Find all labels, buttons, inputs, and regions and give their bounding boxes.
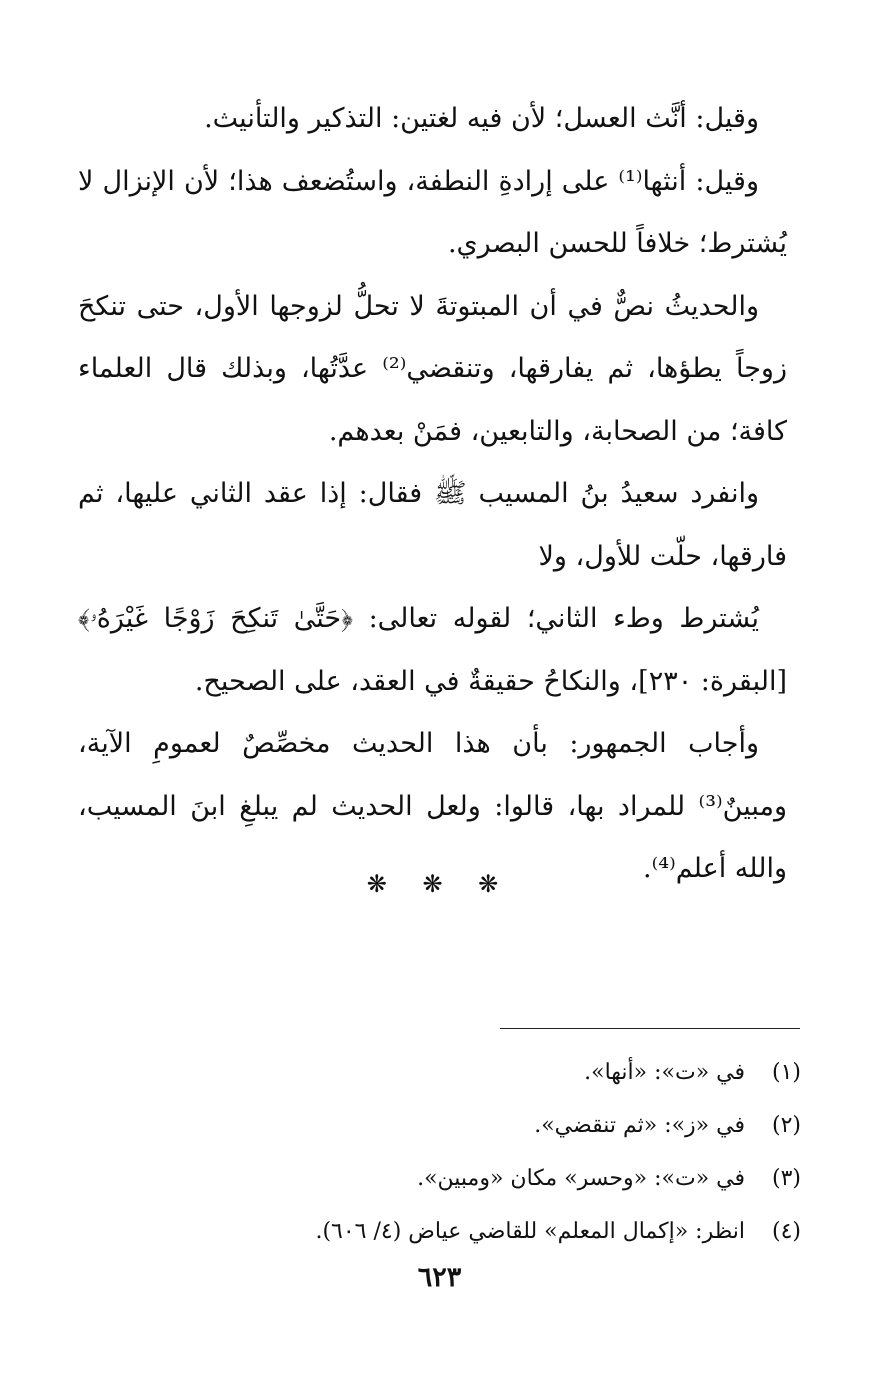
footnotes xyxy=(78,1046,801,1258)
paragraph-3: والحديثُ نصٌّ في أن المبتوتةَ لا تحلُّ لزوجها الأول، حتى تنكحَ زوجاً يطؤها، ثم يفارقها، وتنقضي⁽²⁾ عدَّتُها، وبذلك قال العلماء كافة؛ من الصحابة، والتابعين، فمَنْ بعدهم. xyxy=(78,290,787,447)
footnote-2 xyxy=(78,1099,801,1152)
paragraph-6: وأجاب الجمهور: بأن هذا الحديث مخصِّصٌ لعمومِ الآية، ومبينٌ⁽³⁾ للمراد بها، قالوا: ولعل الحديث لم يبلغِ ابنَ المسيب، والله أعلم⁽⁴⁾. xyxy=(78,728,787,884)
page-number: ٦٢٣ xyxy=(417,1262,462,1293)
section-separator: ❋ ❋ ❋ xyxy=(366,870,513,898)
footnote-text: في «ت»: «وحسر» مكان «ومبين». xyxy=(417,1166,745,1191)
footnote-number: (٣) xyxy=(771,1166,801,1191)
footnote-number: (١) xyxy=(771,1060,801,1085)
footnote-text: انظر: «إكمال المعلم» للقاضي عياض (٤/ ٦٠٦). xyxy=(315,1219,745,1244)
footnote-1 xyxy=(78,1046,801,1099)
footnote-divider xyxy=(500,1028,800,1029)
main-text xyxy=(78,88,787,901)
paragraph-1: وقيل: أنَّث العسل؛ لأن فيه لغتين: التذكير والتأنيث. xyxy=(204,103,759,134)
footnote-number: (٢) xyxy=(771,1113,801,1138)
footnote-4 xyxy=(78,1205,801,1258)
footnote-text: في «ز»: «ثم تنقضي». xyxy=(534,1113,745,1138)
paragraph-5: يُشترط وطء الثاني؛ لقوله تعالى: ﴿حَتَّىٰ تَنكِحَ زَوْجًا غَيْرَهُۥ﴾ [البقرة: ٢٣٠]، والنكاحُ حقيقةٌ في العقد، على الصحيح. xyxy=(78,603,787,697)
paragraph-4: وانفرد سعيدُ بنُ المسيب ﷺ فقال: إذا عقد الثاني عليها، ثم فارقها، حلّت للأول، ولا xyxy=(78,478,787,572)
footnote-number: (٤) xyxy=(771,1219,801,1244)
footnote-3 xyxy=(78,1152,801,1205)
footnote-text: في «ت»: «أنها». xyxy=(584,1060,745,1085)
paragraph-2: وقيل: أنثها⁽¹⁾ على إرادةِ النطفة، واستُضعف هذا؛ لأن الإنزال لا يُشترط؛ خلافاً للحسن البصري. xyxy=(78,165,787,259)
